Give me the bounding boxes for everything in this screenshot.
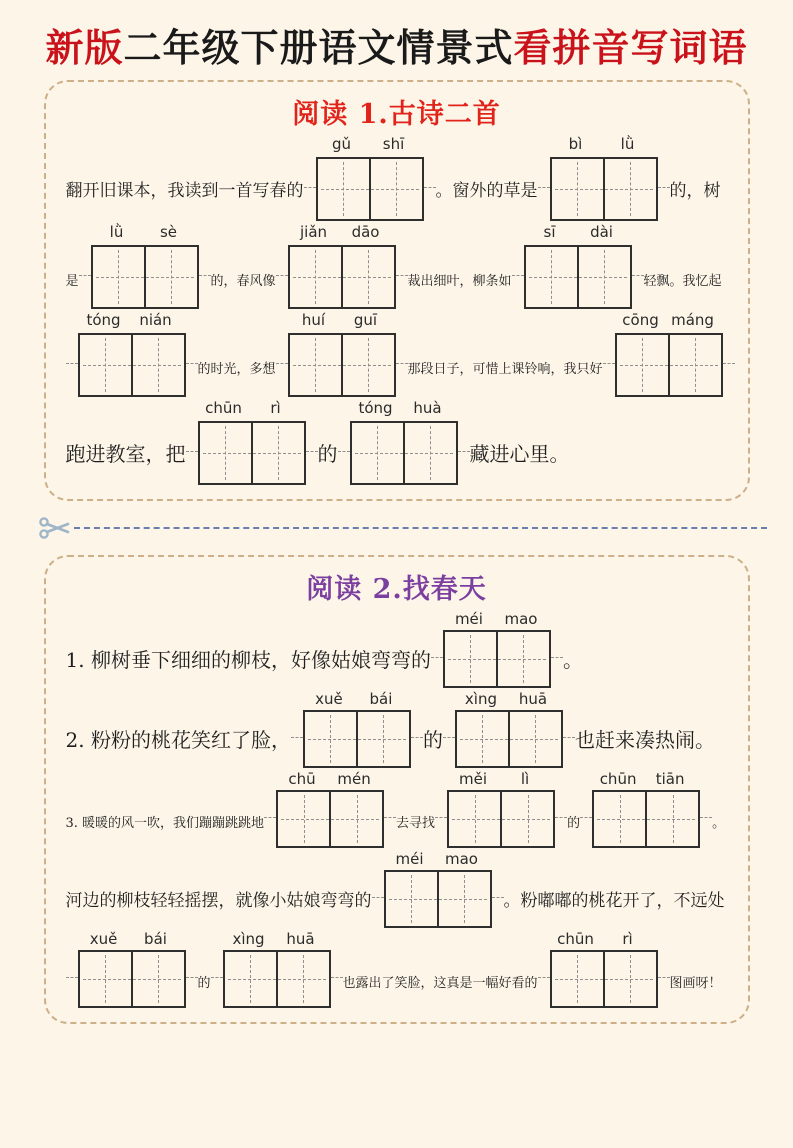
content-row <box>66 399 728 485</box>
pinyin-syllable: mén <box>337 769 371 788</box>
section-body <box>66 610 728 1008</box>
writing-cell[interactable] <box>251 423 304 483</box>
pinyin-box-unit <box>455 690 563 768</box>
writing-cell[interactable] <box>445 632 496 686</box>
text-run: 的 <box>422 727 443 752</box>
writing-cell[interactable] <box>496 632 549 686</box>
writing-cell[interactable] <box>200 423 251 483</box>
scissors-icon <box>38 514 72 542</box>
pinyin-syllable: rì <box>270 398 281 417</box>
text-run: 。 <box>712 816 726 832</box>
pinyin-label <box>384 850 492 870</box>
writing-cell[interactable] <box>552 952 603 1006</box>
writing-box[interactable] <box>550 157 658 221</box>
cut-divider <box>38 511 767 545</box>
pinyin-syllable: mao <box>504 609 538 628</box>
writing-cell[interactable] <box>225 952 276 1006</box>
content-row <box>66 311 728 397</box>
writing-cell[interactable] <box>369 159 422 219</box>
pinyin-syllable: lǜ <box>109 222 124 241</box>
pinyin-syllable: rì <box>622 929 633 948</box>
writing-box[interactable] <box>198 421 306 485</box>
writing-cell[interactable] <box>437 872 490 926</box>
writing-cell[interactable] <box>577 247 630 307</box>
worksheet-page <box>0 26 793 1024</box>
text-run: 河边的柳枝轻轻摇摆，就像小姑娘弯弯的 <box>65 891 372 912</box>
pinyin-box-unit <box>78 930 186 1008</box>
content-row <box>66 850 728 928</box>
writing-box[interactable] <box>316 157 424 221</box>
pinyin-syllable: xìng <box>232 929 265 948</box>
pinyin-syllable: měi <box>459 769 488 788</box>
text-run: 的 <box>317 441 338 466</box>
text-run: 跑进教室，把 <box>65 441 186 466</box>
pinyin-syllable: gǔ <box>331 134 352 153</box>
writing-cell[interactable] <box>278 792 329 846</box>
pinyin-syllable: cōng <box>622 310 659 329</box>
writing-cell[interactable] <box>341 247 394 307</box>
pinyin-syllable: tóng <box>86 310 121 329</box>
writing-cell[interactable] <box>352 423 403 483</box>
pinyin-box-unit <box>78 311 186 397</box>
writing-cell[interactable] <box>290 335 341 395</box>
pinyin-label <box>615 311 723 333</box>
pinyin-box-unit <box>550 930 658 1008</box>
writing-cell[interactable] <box>305 712 356 766</box>
text-run: 轻飘。我忆起 <box>643 274 722 290</box>
writing-cell[interactable] <box>144 247 197 307</box>
text-run: 。 <box>562 647 583 672</box>
writing-cell[interactable] <box>290 247 341 307</box>
writing-cell[interactable] <box>386 872 437 926</box>
pinyin-box-unit <box>447 770 555 848</box>
writing-box[interactable] <box>615 333 723 397</box>
writing-cell[interactable] <box>80 952 131 1006</box>
writing-box[interactable] <box>78 333 186 397</box>
pinyin-label <box>550 135 658 157</box>
pinyin-syllable: tóng <box>358 398 393 417</box>
pinyin-label <box>316 135 424 157</box>
writing-box[interactable] <box>288 245 396 309</box>
pinyin-syllable: bì <box>568 134 583 153</box>
pinyin-syllable: xuě <box>89 929 118 948</box>
content-row <box>66 135 728 221</box>
pinyin-syllable: xìng <box>464 689 497 708</box>
pinyin-syllable: tiān <box>655 769 685 788</box>
writing-box[interactable] <box>447 790 555 848</box>
writing-cell[interactable] <box>131 952 184 1006</box>
pinyin-label <box>276 770 384 790</box>
text-run: 2. 粉粉的桃花笑红了脸， <box>65 727 291 752</box>
writing-cell[interactable] <box>594 792 645 846</box>
pinyin-syllable: máng <box>671 310 714 329</box>
writing-cell[interactable] <box>80 335 131 395</box>
writing-box[interactable] <box>276 790 384 848</box>
pinyin-label <box>198 399 306 421</box>
pinyin-label <box>288 311 396 333</box>
pinyin-label <box>524 223 632 245</box>
writing-cell[interactable] <box>603 159 656 219</box>
pinyin-syllable: huí <box>301 310 326 329</box>
pinyin-syllable: bái <box>144 929 167 948</box>
pinyin-label <box>443 610 551 630</box>
writing-box[interactable] <box>303 710 411 768</box>
pinyin-box-unit <box>350 399 458 485</box>
writing-cell[interactable] <box>341 335 394 395</box>
text-run: 。粉嘟嘟的桃花开了，不远处 <box>503 891 725 912</box>
section-title: 阅读 2.找春天 <box>306 573 487 605</box>
text-run: 翻开旧课本，我读到一首写春的 <box>65 181 304 202</box>
text-run: 1. 柳树垂下细细的柳枝，好像姑娘弯弯的 <box>65 647 431 672</box>
pinyin-box-unit <box>443 610 551 688</box>
writing-box[interactable] <box>91 245 199 309</box>
text-run: 那段日子，可惜上课铃响，我只好 <box>407 362 603 378</box>
content-row <box>66 223 728 309</box>
pinyin-box-unit <box>223 930 331 1008</box>
writing-cell[interactable] <box>93 247 144 307</box>
pinyin-syllable: sī <box>543 222 556 241</box>
writing-cell[interactable] <box>552 159 603 219</box>
pinyin-box-unit <box>316 135 424 221</box>
writing-cell[interactable] <box>603 952 656 1006</box>
writing-box[interactable] <box>350 421 458 485</box>
content-row <box>66 690 728 768</box>
pinyin-label <box>78 930 186 950</box>
text-run: 的时光，多想 <box>197 362 276 378</box>
writing-cell[interactable] <box>457 712 508 766</box>
text-run: 去寻找 <box>396 816 436 832</box>
pinyin-syllable: lǜ <box>620 134 635 153</box>
page-title <box>0 26 793 70</box>
writing-cell[interactable] <box>526 247 577 307</box>
writing-cell[interactable] <box>276 952 329 1006</box>
text-run: 的 <box>197 976 211 992</box>
text-run: 裁出细叶，柳条如 <box>407 274 512 290</box>
content-row <box>66 930 728 1008</box>
pinyin-box-unit <box>198 399 306 485</box>
text-run: 的 <box>567 816 581 832</box>
pinyin-syllable: huā <box>286 929 315 948</box>
pinyin-box-unit <box>384 850 492 928</box>
text-run: 3. 暖暖的风一吹，我们蹦蹦跳跳地 <box>65 816 265 832</box>
content-row <box>66 770 728 848</box>
section-body <box>66 135 728 485</box>
pinyin-syllable: méi <box>454 609 483 628</box>
pinyin-syllable: nián <box>139 310 172 329</box>
pinyin-label <box>550 930 658 950</box>
pinyin-label <box>91 223 199 245</box>
writing-box[interactable] <box>455 710 563 768</box>
pinyin-box-unit <box>288 311 396 397</box>
writing-cell[interactable] <box>508 712 561 766</box>
section-reading-2 <box>44 555 750 1024</box>
pinyin-syllable: méi <box>395 849 424 868</box>
pinyin-box-unit <box>615 311 723 397</box>
text-run: 也赶来凑热闹。 <box>574 727 715 752</box>
pinyin-label <box>447 770 555 790</box>
pinyin-box-unit <box>91 223 199 309</box>
writing-box[interactable] <box>550 950 658 1008</box>
writing-box[interactable] <box>592 790 700 848</box>
writing-cell[interactable] <box>356 712 409 766</box>
pinyin-syllable: lì <box>520 769 530 788</box>
writing-cell[interactable] <box>131 335 184 395</box>
title-part-3: 看拼音写词语 <box>513 25 748 70</box>
pinyin-label <box>303 690 411 710</box>
pinyin-label <box>288 223 396 245</box>
pinyin-syllable: jiǎn <box>300 222 328 241</box>
title-part-2: 二年级下册语文情景式 <box>123 25 514 70</box>
writing-cell[interactable] <box>318 159 369 219</box>
text-run: 是 <box>65 274 79 290</box>
pinyin-syllable: huā <box>518 689 548 708</box>
writing-cell[interactable] <box>617 335 668 395</box>
writing-box[interactable] <box>524 245 632 309</box>
pinyin-syllable: chūn <box>599 769 637 788</box>
pinyin-label <box>350 399 458 421</box>
writing-cell[interactable] <box>403 423 456 483</box>
text-run: 的，树 <box>669 181 721 202</box>
cut-line <box>74 527 767 529</box>
title-part-1: 新版 <box>45 25 124 70</box>
section-reading-1 <box>44 80 750 501</box>
content-row <box>66 610 728 688</box>
pinyin-syllable: dāo <box>351 222 380 241</box>
pinyin-syllable: chū <box>288 769 316 788</box>
pinyin-syllable: dài <box>590 222 613 241</box>
pinyin-label <box>455 690 563 710</box>
pinyin-syllable: xuě <box>315 689 343 708</box>
text-run: 藏进心里。 <box>469 441 570 466</box>
pinyin-syllable: mao <box>445 849 478 868</box>
pinyin-syllable: chūn <box>557 929 594 948</box>
pinyin-syllable: shī <box>382 134 405 153</box>
writing-box[interactable] <box>384 870 492 928</box>
writing-box[interactable] <box>78 950 186 1008</box>
pinyin-box-unit <box>288 223 396 309</box>
pinyin-label <box>592 770 700 790</box>
pinyin-syllable: bái <box>369 689 393 708</box>
writing-box[interactable] <box>288 333 396 397</box>
pinyin-syllable: sè <box>159 222 178 241</box>
pinyin-label <box>223 930 331 950</box>
text-run: 图画呀！ <box>669 976 722 992</box>
pinyin-box-unit <box>524 223 632 309</box>
pinyin-box-unit <box>303 690 411 768</box>
writing-cell[interactable] <box>329 792 382 846</box>
pinyin-box-unit <box>592 770 700 848</box>
writing-box[interactable] <box>223 950 331 1008</box>
writing-cell[interactable] <box>500 792 553 846</box>
writing-cell[interactable] <box>645 792 698 846</box>
pinyin-syllable: guī <box>353 310 378 329</box>
pinyin-syllable: huà <box>413 398 442 417</box>
text-run: 的，春风像 <box>210 274 276 290</box>
pinyin-box-unit <box>550 135 658 221</box>
writing-cell[interactable] <box>449 792 500 846</box>
text-run: 。窗外的草是 <box>435 181 538 202</box>
pinyin-syllable: chūn <box>205 398 242 417</box>
text-run: 也露出了笑脸，这真是一幅好看的 <box>342 976 538 992</box>
pinyin-box-unit <box>276 770 384 848</box>
writing-cell[interactable] <box>668 335 721 395</box>
writing-box[interactable] <box>443 630 551 688</box>
pinyin-label <box>78 311 186 333</box>
section-title: 阅读 1.古诗二首 <box>292 98 501 130</box>
